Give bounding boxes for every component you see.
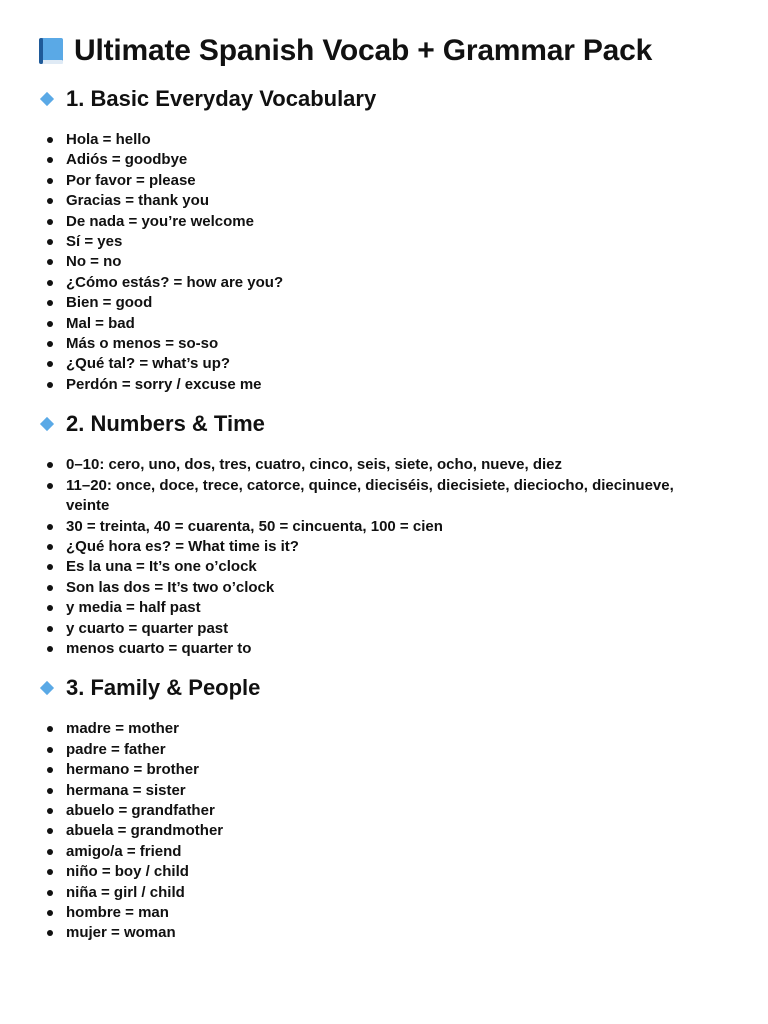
vocab-item-text: Son las dos = It’s two o’clock bbox=[66, 578, 275, 596]
section-heading-row bbox=[42, 411, 732, 437]
bullet-dot-icon bbox=[47, 382, 53, 388]
vocab-item bbox=[66, 719, 716, 739]
bullet-dot-icon bbox=[47, 788, 53, 794]
bullet-dot-icon bbox=[47, 747, 53, 753]
vocab-list bbox=[36, 130, 732, 395]
vocab-item-text: Por favor = please bbox=[66, 171, 196, 189]
vocab-item-text: ¿Cómo estás? = how are you? bbox=[66, 273, 284, 291]
blue-diamond-icon bbox=[40, 92, 54, 106]
vocab-item-text: Bien = good bbox=[66, 294, 153, 312]
vocab-item-text: niño = boy / child bbox=[66, 863, 189, 881]
vocab-item bbox=[66, 760, 716, 780]
vocab-item bbox=[66, 171, 716, 191]
blue-book-icon bbox=[36, 36, 66, 66]
bullet-dot-icon bbox=[47, 462, 53, 468]
vocab-item-text: 30 = treinta, 40 = cuarenta, 50 = cincuenta, 100 = cien bbox=[66, 517, 443, 535]
vocab-item bbox=[66, 334, 716, 354]
vocab-list bbox=[36, 719, 732, 943]
vocab-item-text: hermano = brother bbox=[66, 761, 199, 779]
vocab-item bbox=[66, 821, 716, 841]
vocab-item bbox=[66, 842, 716, 862]
vocab-item bbox=[66, 150, 716, 170]
vocab-item bbox=[66, 557, 716, 577]
section-heading: 3. Family & People bbox=[66, 675, 261, 701]
bullet-dot-icon bbox=[47, 767, 53, 773]
bullet-dot-icon bbox=[47, 178, 53, 184]
bullet-dot-icon bbox=[47, 544, 53, 550]
bullet-dot-icon bbox=[47, 564, 53, 570]
bullet-dot-icon bbox=[47, 239, 53, 245]
vocab-item bbox=[66, 781, 716, 801]
vocab-list bbox=[36, 455, 732, 659]
bullet-dot-icon bbox=[47, 341, 53, 347]
vocab-item-text: mujer = woman bbox=[66, 924, 176, 942]
bullet-dot-icon bbox=[47, 626, 53, 632]
vocab-item-text: De nada = you’re welcome bbox=[66, 212, 254, 230]
vocab-item bbox=[66, 740, 716, 760]
bullet-dot-icon bbox=[47, 259, 53, 265]
vocab-item bbox=[66, 191, 716, 211]
bullet-dot-icon bbox=[47, 646, 53, 652]
vocab-item bbox=[66, 375, 716, 395]
vocab-item bbox=[66, 862, 716, 882]
section-heading: 2. Numbers & Time bbox=[66, 411, 265, 437]
bullet-dot-icon bbox=[47, 726, 53, 732]
vocab-item-text: Gracias = thank you bbox=[66, 192, 209, 210]
bullet-dot-icon bbox=[47, 137, 53, 143]
bullet-dot-icon bbox=[47, 910, 53, 916]
bullet-dot-icon bbox=[47, 869, 53, 875]
vocab-item bbox=[66, 883, 716, 903]
bullet-dot-icon bbox=[47, 157, 53, 163]
blue-diamond-icon bbox=[40, 681, 54, 695]
bullet-dot-icon bbox=[47, 890, 53, 896]
section-heading-row bbox=[42, 675, 732, 701]
vocab-item bbox=[66, 578, 716, 598]
vocab-item-text: madre = mother bbox=[66, 720, 179, 738]
bullet-dot-icon bbox=[47, 585, 53, 591]
bullet-dot-icon bbox=[47, 849, 53, 855]
vocab-item-text: y cuarto = quarter past bbox=[66, 619, 229, 637]
bullet-dot-icon bbox=[47, 808, 53, 814]
bullet-dot-icon bbox=[47, 361, 53, 367]
bullet-dot-icon bbox=[47, 524, 53, 530]
vocab-item-text: Adiós = goodbye bbox=[66, 151, 188, 169]
bullet-dot-icon bbox=[47, 219, 53, 225]
vocab-item-text: hombre = man bbox=[66, 904, 169, 921]
vocab-item bbox=[66, 476, 716, 517]
vocab-item-text: ¿Qué hora es? = What time is it? bbox=[66, 537, 299, 555]
vocab-item bbox=[66, 801, 716, 821]
vocab-item bbox=[66, 619, 716, 639]
vocab-item-text: amigo/a = friend bbox=[66, 842, 182, 860]
title-row bbox=[36, 34, 732, 68]
bullet-dot-icon bbox=[47, 300, 53, 306]
vocab-item-text: niña = girl / child bbox=[66, 883, 185, 901]
bullet-dot-icon bbox=[47, 483, 53, 489]
vocab-item-text: hermana = sister bbox=[66, 781, 186, 799]
vocab-item bbox=[66, 314, 716, 334]
vocab-item-text: menos cuarto = quarter to bbox=[66, 639, 252, 657]
vocab-item-text: ¿Qué tal? = what’s up? bbox=[66, 355, 231, 373]
section-heading-row bbox=[42, 86, 732, 112]
vocab-item bbox=[66, 130, 716, 150]
vocab-item bbox=[66, 273, 716, 293]
blue-diamond-icon bbox=[40, 417, 54, 431]
vocab-item-text: 0–10: cero, uno, dos, tres, cuatro, cinco, seis, siete, ocho, nueve, diez bbox=[66, 456, 562, 474]
bullet-dot-icon bbox=[47, 828, 53, 834]
vocab-item bbox=[66, 252, 716, 272]
vocab-item-text: abuela = grandmother bbox=[66, 822, 224, 840]
bullet-dot-icon bbox=[47, 930, 53, 936]
vocab-item bbox=[66, 293, 716, 313]
vocab-item-text: Es la una = It’s one o’clock bbox=[66, 558, 257, 576]
vocab-item bbox=[66, 354, 716, 374]
vocab-item-text: Perdón = sorry / excuse me bbox=[66, 375, 262, 393]
vocab-item-text: Mal = bad bbox=[66, 314, 135, 332]
section-heading: 1. Basic Everyday Vocabulary bbox=[66, 86, 377, 111]
sections-container bbox=[36, 86, 732, 944]
vocab-item bbox=[66, 232, 716, 252]
vocab-item bbox=[66, 598, 716, 618]
vocab-item-text: y media = half past bbox=[66, 599, 201, 617]
bullet-dot-icon bbox=[47, 280, 53, 286]
vocab-item-text: Sí = yes bbox=[66, 233, 123, 251]
vocab-item-text: No = no bbox=[66, 253, 122, 271]
vocab-item bbox=[66, 923, 716, 943]
vocab-item bbox=[66, 517, 716, 537]
vocab-item bbox=[66, 903, 716, 923]
bullet-dot-icon bbox=[47, 321, 53, 327]
vocab-item-text: 11–20: once, doce, trece, catorce, quince, dieciséis, diecisiete, dieciocho, diecinueve, veinte bbox=[66, 476, 674, 515]
vocab-item bbox=[66, 639, 716, 659]
vocab-item-text: abuelo = grandfather bbox=[66, 801, 215, 819]
section-2 bbox=[36, 411, 732, 659]
page-title: Ultimate Spanish Vocab + Grammar Pack bbox=[74, 34, 653, 67]
vocab-item-text: Más o menos = so-so bbox=[66, 335, 219, 353]
vocab-item bbox=[66, 455, 716, 475]
section-1 bbox=[36, 86, 732, 395]
vocab-item bbox=[66, 537, 716, 557]
bullet-dot-icon bbox=[47, 605, 53, 611]
bullet-dot-icon bbox=[47, 198, 53, 204]
vocab-item-text: Hola = hello bbox=[66, 131, 151, 148]
section-3 bbox=[36, 675, 732, 943]
vocab-item-text: padre = father bbox=[66, 740, 166, 758]
vocab-item bbox=[66, 212, 716, 232]
